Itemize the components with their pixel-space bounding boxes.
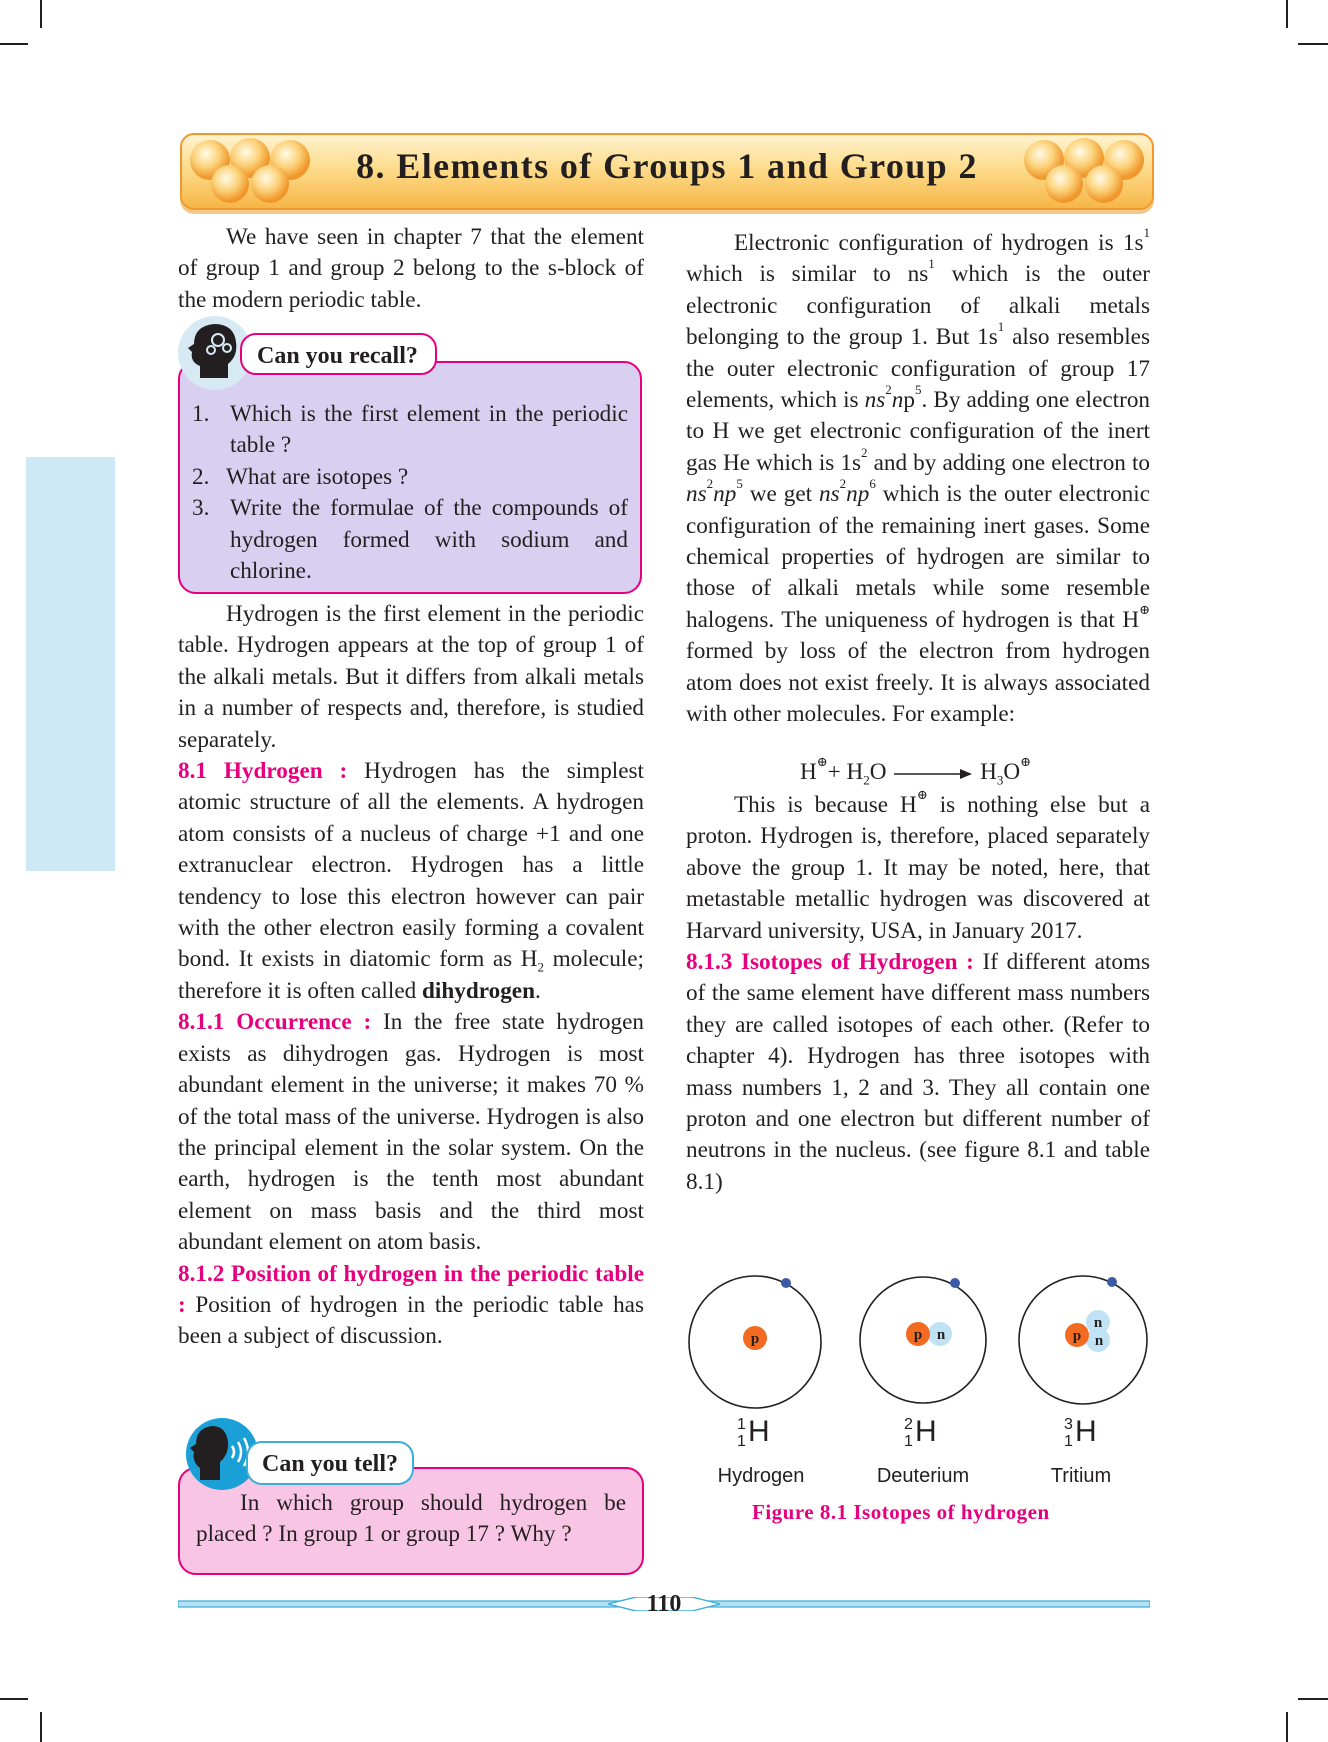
subscript: 2: [863, 772, 870, 788]
section-8-1: [178, 756, 644, 1007]
right-column-bottom: [686, 787, 1151, 1198]
superscript: 5: [736, 476, 743, 492]
crop-mark: [0, 1698, 28, 1700]
superscript: 6: [869, 476, 876, 492]
charge-symbol: ⊕: [1020, 754, 1032, 769]
element-symbol: H: [748, 1415, 770, 1448]
crop-mark: [40, 1712, 42, 1742]
intro-text: We have seen in chapter 7 that the element of group 1 and group 2 belong to the s-block of the modern periodic table.: [178, 224, 644, 313]
section-8-1-text-cont: molecule; therefore it is often called: [178, 946, 644, 1004]
text: also resembles the outer electronic configuration of group 17 elements, which is: [686, 324, 1150, 414]
section-8-1-1: [178, 1007, 644, 1258]
eq-h: H: [800, 759, 817, 785]
formula-ns: ns: [819, 481, 840, 508]
superscript: 2: [885, 382, 892, 398]
recall-box: [178, 361, 642, 594]
recall-item-number: 1.: [192, 401, 210, 427]
text: is nothing else but a proton. Hydrogen is, therefore, placed separately above the group 1. It may be noted, here, that metastable metallic hydrogen was discovered at Harvard university, USA, in January 2017.: [686, 792, 1150, 944]
recall-label: Can you recall?: [240, 333, 437, 375]
section-8-1-1-text: In the free state hydrogen exists as dihydrogen gas. Hydrogen is most abundant element in the universe; it makes 70 % of the total mass of the universe. Hydrogen is also the principal element in the solar system. On the earth, hydrogen is the tenth most abundant element on mass basis and the third most abundant element on atom basis.: [178, 1009, 644, 1256]
section-8-1-2-text: Position of hydrogen in the periodic table has been a subject of discussion.: [178, 1291, 645, 1350]
recall-item-number: 3.: [192, 495, 210, 522]
text: This is because H: [734, 792, 917, 818]
mass-number: 2: [904, 1416, 913, 1433]
tell-label: Can you tell?: [246, 1441, 414, 1485]
section-8-1-2-heading: 8.1.2 Position of hydrogen in the periodic table :: [178, 1260, 644, 1318]
charge-symbol: ⊕: [816, 754, 828, 769]
recall-item-text: Which is the first element in the periodic table ?: [230, 401, 628, 459]
subscript: 2: [537, 960, 544, 976]
mass-number: 3: [1064, 1416, 1073, 1433]
hydrogen-symbol: [737, 1415, 770, 1449]
hydrogen-atom-diagram: [689, 1276, 821, 1408]
recall-item-text: Write the formulae of the compounds of hydrogen formed with sodium and chlorine.: [230, 495, 628, 585]
deuterium-symbol: [904, 1415, 937, 1449]
charge-symbol: ⊕: [916, 787, 928, 802]
text: which is similar to ns: [686, 261, 929, 288]
left-main-text: [178, 599, 644, 1353]
crop-mark: [1298, 1698, 1328, 1700]
hydrogen-intro-paragraph: Hydrogen is the first element in the periodic table. Hydrogen appears at the top of group 1 of the alkali metals. But it differs from alkali metals in a number of respects and, therefore, is studied separately.: [178, 601, 644, 753]
electron: [950, 1278, 960, 1288]
figure-caption: Figure 8.1 Isotopes of hydrogen: [752, 1500, 1050, 1524]
recall-item-text: What are isotopes ?: [226, 463, 409, 490]
section-8-1-2: [178, 1259, 644, 1353]
crop-mark: [40, 0, 42, 28]
superscript: 2: [706, 476, 714, 492]
neutron-label: n: [1093, 1315, 1103, 1331]
atomic-number: 1: [1064, 1433, 1073, 1450]
recall-list: [192, 399, 628, 587]
superscript: 2: [839, 476, 847, 492]
subscript: 3: [996, 772, 1004, 788]
chapter-title-bar: [180, 133, 1154, 210]
formula-np: np: [713, 481, 737, 508]
neutron-label: n: [936, 1327, 946, 1343]
isotope-name-tritium: Tritium: [1050, 1465, 1112, 1487]
element-symbol: H: [915, 1415, 937, 1448]
crop-mark: [1286, 0, 1288, 28]
electron: [1107, 1277, 1117, 1287]
section-8-1-heading: 8.1 Hydrogen :: [178, 758, 348, 785]
section-8-1-3: [686, 947, 1150, 1198]
formula-n: n: [891, 387, 904, 414]
isotope-name-deuterium: Deuterium: [876, 1465, 970, 1487]
superscript: 2: [861, 444, 868, 460]
tritium-symbol: [1064, 1415, 1097, 1449]
text: . By adding one electron to H we get electronic configuration of the inert gas He which is 1s: [686, 387, 1151, 476]
mass-number: 1: [737, 1416, 746, 1433]
decorative-balls-right: [1020, 138, 1150, 204]
superscript: 5: [914, 382, 922, 398]
superscript: 1: [997, 319, 1005, 335]
charge-symbol: ⊕: [1139, 601, 1150, 617]
formula-ns: ns: [686, 481, 707, 508]
formula-np: np: [846, 481, 870, 508]
deuterium-atom-diagram: [860, 1277, 986, 1403]
eq-o: O: [869, 759, 887, 785]
eq-o: O: [1003, 759, 1021, 785]
formula-ns: ns: [864, 387, 886, 414]
crop-mark: [0, 43, 28, 45]
proton-label: p: [913, 1327, 923, 1343]
section-8-1-text: Hydrogen has the simplest atomic structure of all the elements. A hydrogen atom consists of a nucleus of charge +1 and one extranuclear electron. Hydrogen has a little tendency to lose this electron however can pair with the other electron easily forming a covalent bond. It exists in diatomic form as H: [178, 758, 644, 973]
proton-label: p: [750, 1331, 760, 1347]
superscript: 1: [928, 256, 935, 272]
text: which is the outer electronic configuration of the remaining inert gases. Some chemical properties of hydrogen are similar to those of alkali metals while some resemble halogens. The uniqueness of hydrogen is that H: [686, 481, 1150, 633]
tell-question: In which group should hydrogen be placed ? In group 1 or group 17 ? Why ?: [196, 1490, 626, 1548]
text: we get: [749, 481, 813, 508]
text: Electronic configuration of hydrogen is 1s: [734, 230, 1144, 256]
element-symbol: H: [1075, 1415, 1097, 1448]
crop-mark: [1298, 43, 1328, 45]
tritium-atom-diagram: [1019, 1276, 1147, 1404]
neutron-label: n: [1094, 1333, 1104, 1349]
electron: [781, 1278, 791, 1288]
recall-item-number: 2.: [192, 463, 210, 490]
equation: [800, 754, 1032, 788]
proton-paragraph: [686, 787, 1150, 947]
text: which is the outer electronic configuration of alkali metals belonging to the group 1. But 1s: [686, 261, 1151, 351]
atomic-number: 1: [737, 1433, 746, 1450]
formula-p: p: [903, 387, 915, 414]
superscript: 1: [1143, 225, 1150, 240]
chapter-title: 8. Elements of Groups 1 and Group 2: [356, 146, 978, 186]
period: .: [535, 977, 541, 1004]
section-8-1-3-text: If different atoms of the same element have different mass numbers they are called isotopes of each other. (Refer to chapter 4). Hydrogen has three isotopes with mass numbers 1, 2 and 3. They all contain one proton and one electron but different number of neutrons in the nucleus. (see figure 8.1 and table 8.1): [686, 949, 1151, 1195]
atomic-number: 1: [904, 1433, 913, 1450]
reaction-arrow-icon: [894, 767, 972, 781]
proton-label: p: [1072, 1328, 1082, 1344]
crop-mark: [1286, 1712, 1288, 1742]
dihydrogen-term: dihydrogen: [422, 977, 535, 1004]
text: and by adding one electron to: [873, 449, 1150, 476]
right-column-top: [686, 225, 1151, 731]
electronic-config-paragraph: [686, 225, 1151, 731]
recall-item: [192, 493, 628, 587]
intro-paragraph: [178, 222, 644, 316]
section-8-1-3-heading: 8.1.3 Isotopes of Hydrogen :: [686, 949, 974, 976]
eq-plus-h: + H: [827, 759, 864, 785]
eq-h3o: H: [980, 759, 997, 785]
isotope-name-hydrogen: Hydrogen: [717, 1465, 805, 1487]
side-band: [26, 457, 115, 871]
section-8-1-1-heading: 8.1.1 Occurrence :: [178, 1009, 372, 1036]
page-number: 110: [646, 1591, 682, 1617]
recall-item: [192, 399, 628, 462]
text: formed by loss of the electron from hydrogen atom does not exist freely. It is always associated with other molecules. For example:: [686, 638, 1150, 728]
recall-item: [192, 462, 628, 493]
